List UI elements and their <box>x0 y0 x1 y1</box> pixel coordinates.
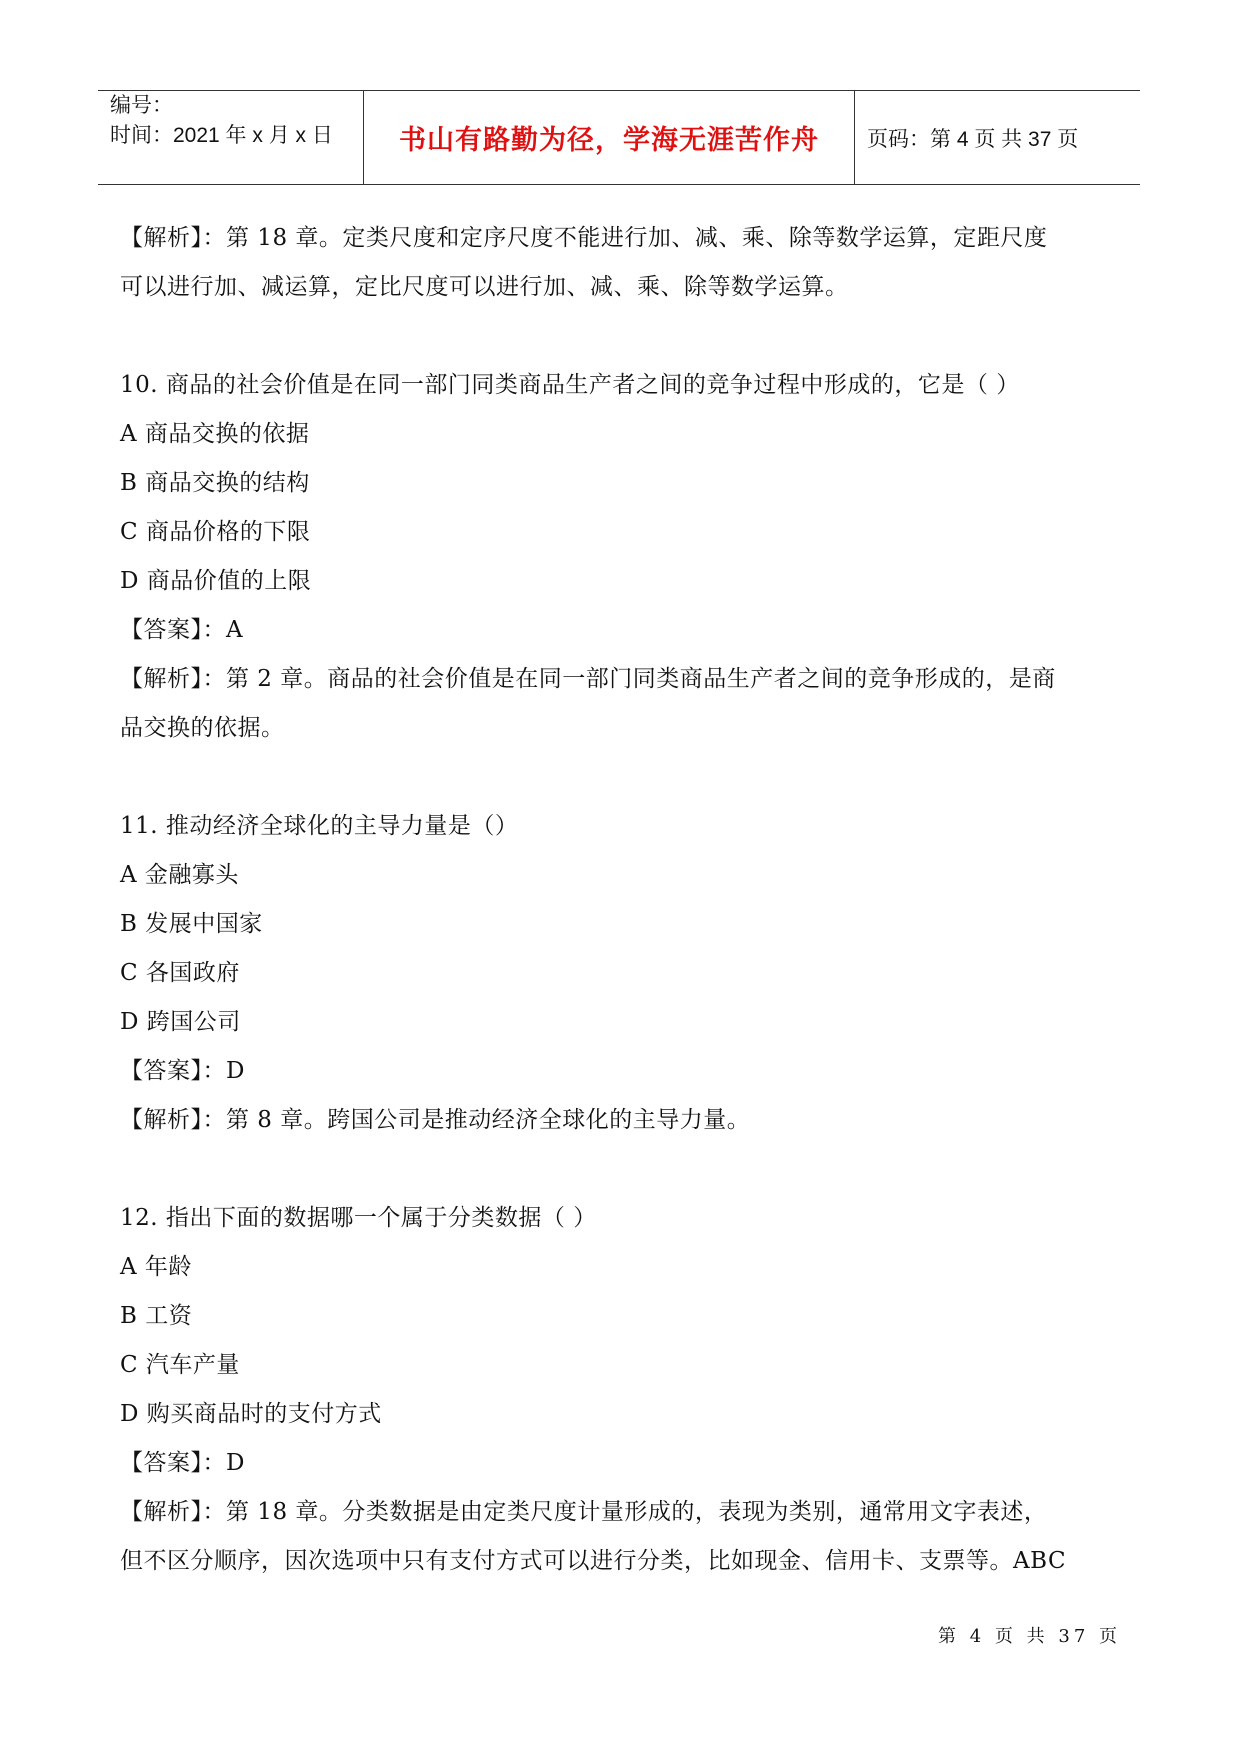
text-line: 【解析】：第 8 章。跨国公司是推动经济全球化的主导力量。 <box>120 1107 751 1133</box>
question-block <box>120 214 1120 312</box>
text-line: D 购买商品时的支付方式 <box>120 1401 382 1427</box>
text-line: 【答案】：A <box>120 617 244 643</box>
header-motto-cell <box>363 91 855 184</box>
text-line: 【解析】：第 18 章。分类数据是由定类尺度计量形成的，表现为类别，通常用文字表述， <box>120 1499 1048 1525</box>
text-line: B 发展中国家 <box>120 911 263 937</box>
text-line: 12. 指出下面的数据哪一个属于分类数据（ ） <box>120 1205 597 1231</box>
question-block <box>120 1194 1120 1586</box>
number-label: 编号： <box>110 94 173 117</box>
text-line: A 年龄 <box>120 1254 192 1280</box>
text-line: 【答案】：D <box>120 1450 245 1476</box>
text-line: 但不区分顺序，因次选项中只有支付方式可以进行分类，比如现金、信用卡、支票等。ABC <box>120 1548 1067 1574</box>
text-line: C 商品价格的下限 <box>120 519 311 545</box>
text-line: D 商品价值的上限 <box>120 568 312 594</box>
header-info <box>98 91 363 184</box>
time-line: 时间：2021 年 x 月 x 日 <box>110 124 333 147</box>
text-line: B 商品交换的结构 <box>120 470 310 496</box>
text-line: 【解析】：第 18 章。定类尺度和定序尺度不能进行加、减、乘、除等数学运算，定距尺度 <box>120 225 1048 251</box>
text-line: 11. 推动经济全球化的主导力量是（） <box>120 813 519 839</box>
text-line: C 汽车产量 <box>120 1352 240 1378</box>
page-footer: 第 4 页 共 37 页 <box>938 1626 1121 1647</box>
text-line: 可以进行加、减运算，定比尺度可以进行加、减、乘、除等数学运算。 <box>120 274 849 300</box>
text-line: B 工资 <box>120 1303 193 1329</box>
page-header <box>98 90 1140 185</box>
motto-text: 书山有路勤为径，学海无涯苦作舟 <box>399 125 819 156</box>
text-line: A 金融寡头 <box>120 862 239 888</box>
question-block <box>120 802 1120 1145</box>
text-line: 品交换的依据。 <box>120 715 285 741</box>
question-block <box>120 361 1120 753</box>
block-spacer <box>120 1145 1120 1194</box>
text-line: D 跨国公司 <box>120 1009 241 1035</box>
text-line: A 商品交换的依据 <box>120 421 310 447</box>
document-body <box>120 214 1120 1586</box>
text-line: C 各国政府 <box>120 960 240 986</box>
text-line: 【答案】：D <box>120 1058 245 1084</box>
text-line: 【解析】：第 2 章。商品的社会价值是在同一部门同类商品生产者之间的竞争形成的，是商 <box>120 666 1056 692</box>
header-page-code: 页码：第 4 页 共 37 页 <box>867 127 1079 151</box>
block-spacer <box>120 753 1120 802</box>
block-spacer <box>120 312 1120 361</box>
text-line: 10. 商品的社会价值是在同一部门同类商品生产者之间的竞争过程中形成的，它是（ ） <box>120 372 1020 398</box>
